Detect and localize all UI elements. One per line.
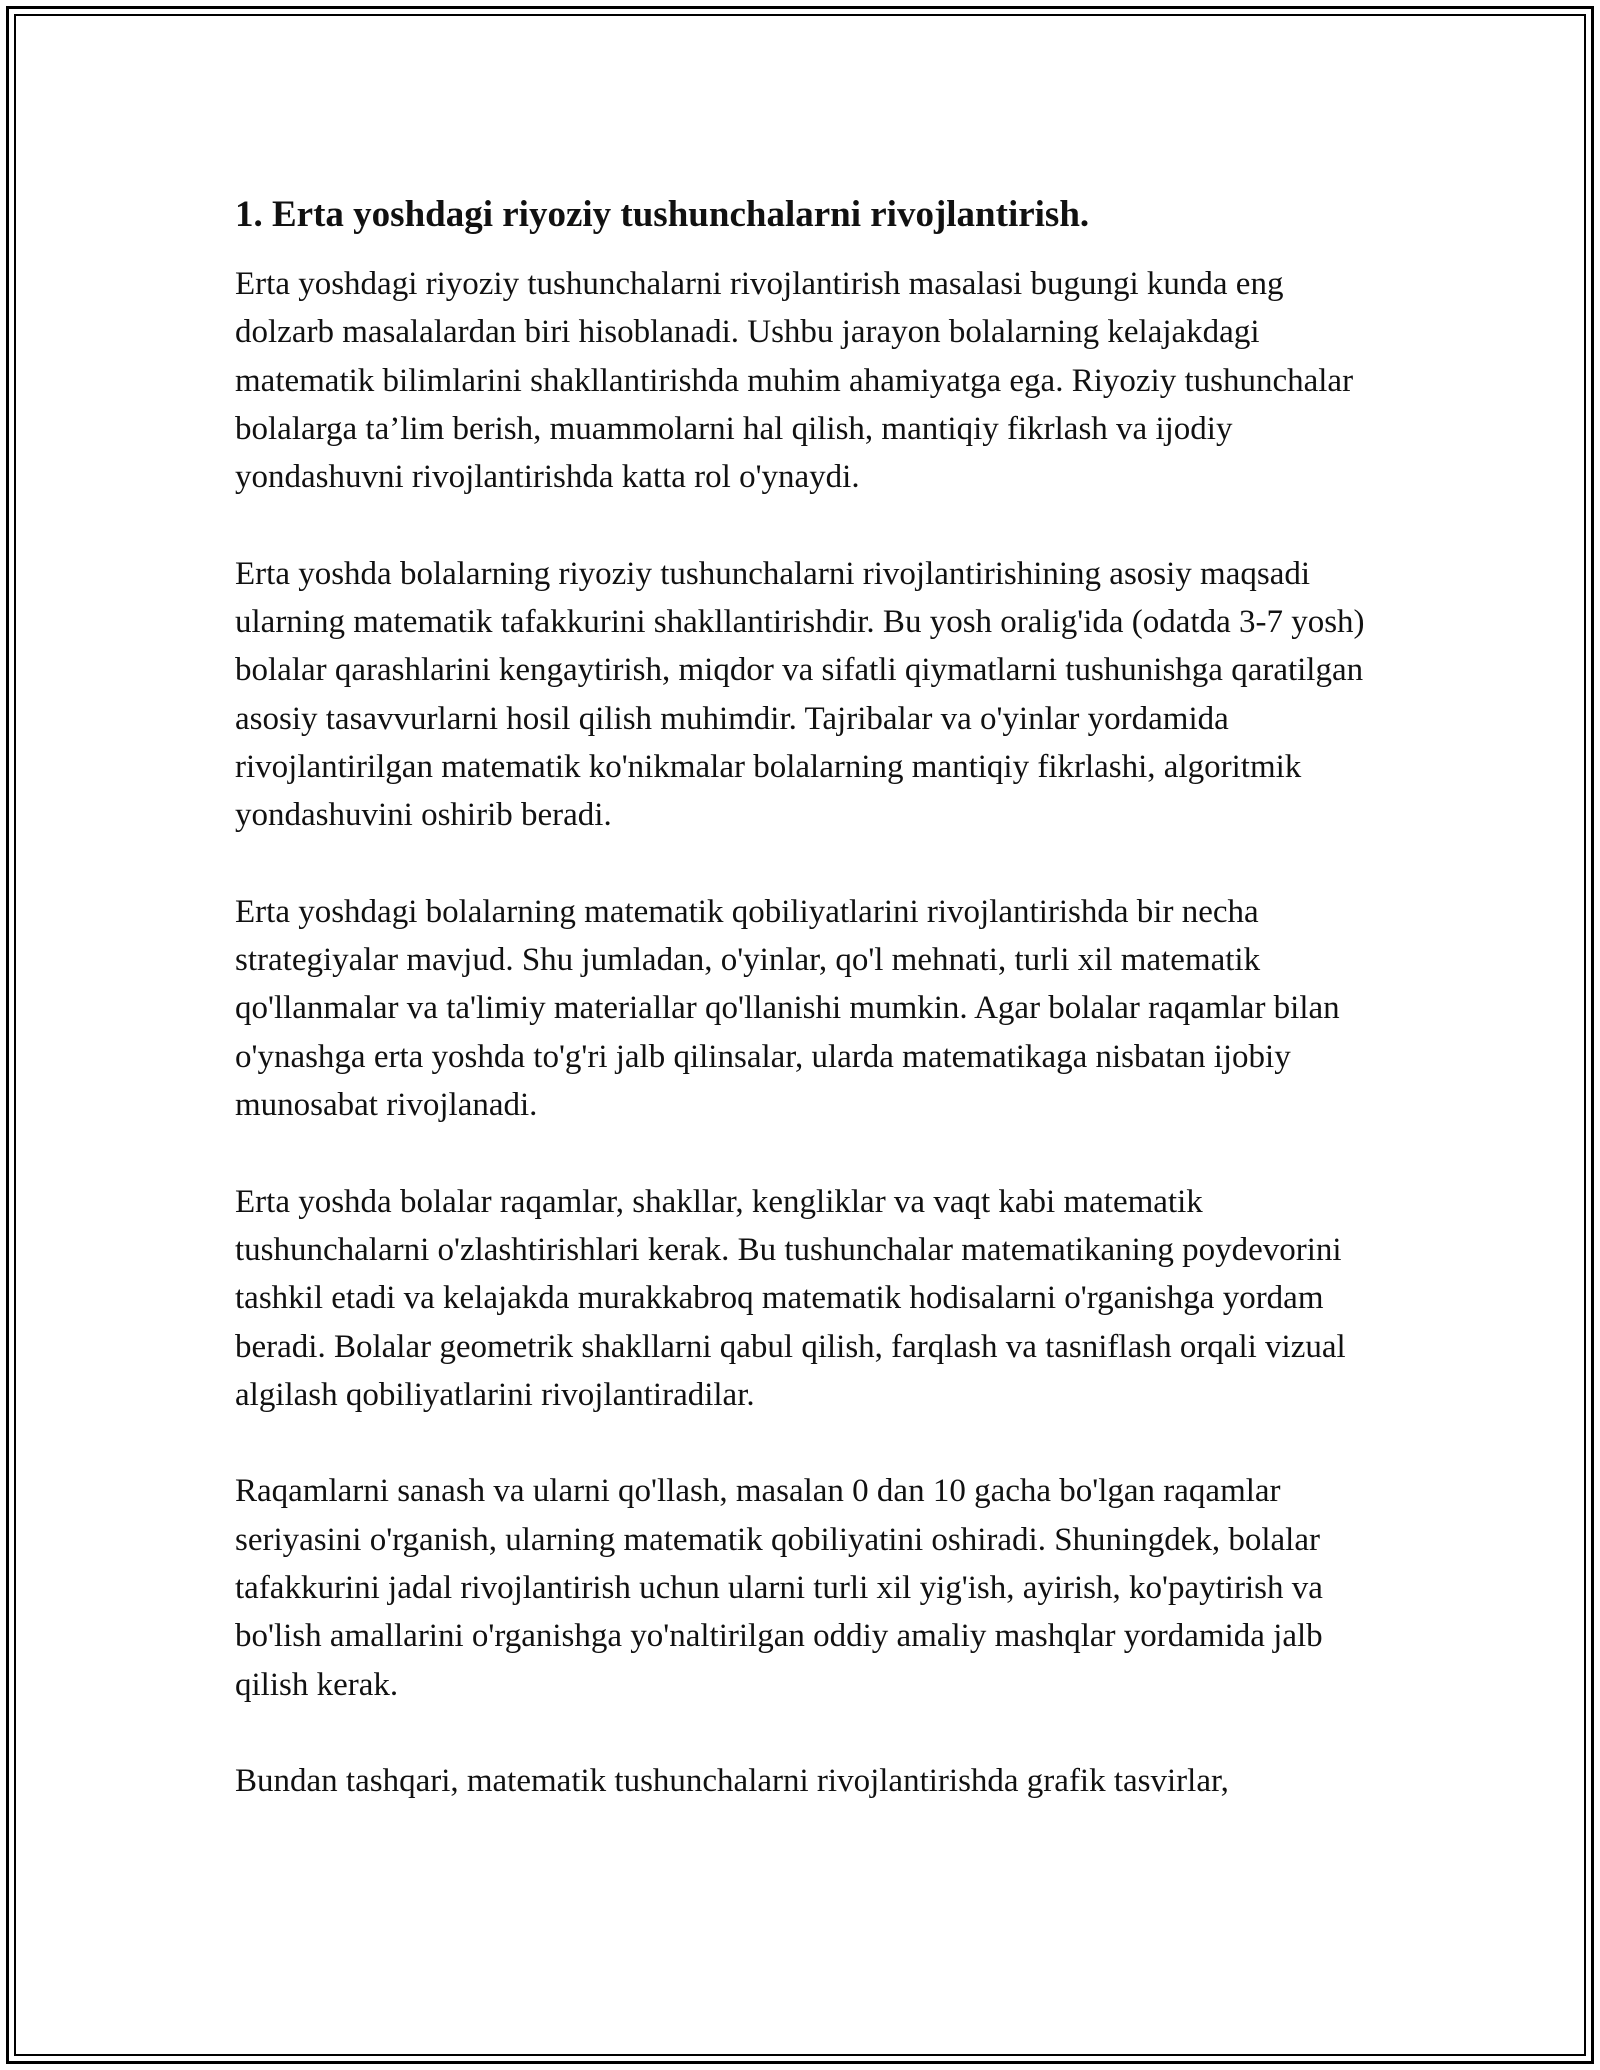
paragraph-2: Erta yoshda bolalarning riyoziy tushunchalarni rivojlantirishining asosiy maqsadi ularning matematik tafakkurini shakllantirishdir. Bu yosh oralig'ida (odatda 3-7 yosh) bolalar qarashlarini kengaytirish, miqdor va sifatli qiymatlarni tushunishga qaratilgan asosiy tasavvurlarni hosil qilish muhimdir. Tajribalar va o'yinlar yordamida rivojlantirilgan matematik ko'nikmalar bolalarning mantiqiy fikrlashi, algoritmik yondashuvini oshirib beradi. bbox=[235, 555, 1365, 834]
section-heading: 1. Erta yoshdagi riyoziy tushunchalarni rivojlantirish. bbox=[235, 194, 1090, 235]
paragraph-6: Bundan tashqari, matematik tushunchalarni rivojlantirishda grafik tasvirlar, bbox=[235, 1763, 1229, 1800]
paragraph-5: Raqamlarni sanash va ularni qo'llash, masalan 0 dan 10 gacha bo'lgan raqamlar seriyasini o'rganish, ularning matematik qobiliyatini oshiradi. Shuningdek, bolalar tafakkurini jadal rivojlantirish uchun ularni turli xil yig'ish, ayirish, ko'paytirish va bo'lish amallarini o'rganishga yo'naltirilgan oddiy amaliy mashqlar yordamida jalb qilish kerak. bbox=[235, 1473, 1323, 1703]
paragraph-4: Erta yoshda bolalar raqamlar, shakllar, kengliklar va vaqt kabi matematik tushunchalarni o'zlashtirishlari kerak. Bu tushunchalar matematikaning poydevorini tashkil etadi va kelajakda murakkabroq matematik hodisalarni o'rganishga yordam beradi. Bolalar geometrik shakllarni qabul qilish, farqlash va tasniflash orqali vizual algilash qobiliyatlarini rivojlantiradilar. bbox=[235, 1183, 1346, 1413]
paragraph-3: Erta yoshdagi bolalarning matematik qobiliyatlarini rivojlantirishda bir necha strategiyalar mavjud. Shu jumladan, o'yinlar, qo'l mehnati, turli xil matematik qo'llanmalar va ta'limiy materiallar qo'llanishi mumkin. Agar bolalar raqamlar bilan o'ynashga erta yoshda to'g'ri jalb qilinsalar, ularda matematikaga nisbatan ijobiy munosabat rivojlanadi. bbox=[235, 893, 1340, 1124]
paragraph-1: Erta yoshdagi riyoziy tushunchalarni rivojlantirish masalasi bugungi kunda eng dolzarb masalalardan biri hisoblanadi. Ushbu jarayon bolalarning kelajakdagi matematik bilimlarini shakllantirishda muhim ahamiyatga ega. Riyoziy tushunchalar bolalarga ta’lim berish, muammolarni hal qilish, mantiqiy fikrlash va ijodiy yondashuvni rivojlantirishda katta rol o'ynaydi. bbox=[235, 266, 1354, 496]
document-body bbox=[235, 190, 1375, 1854]
